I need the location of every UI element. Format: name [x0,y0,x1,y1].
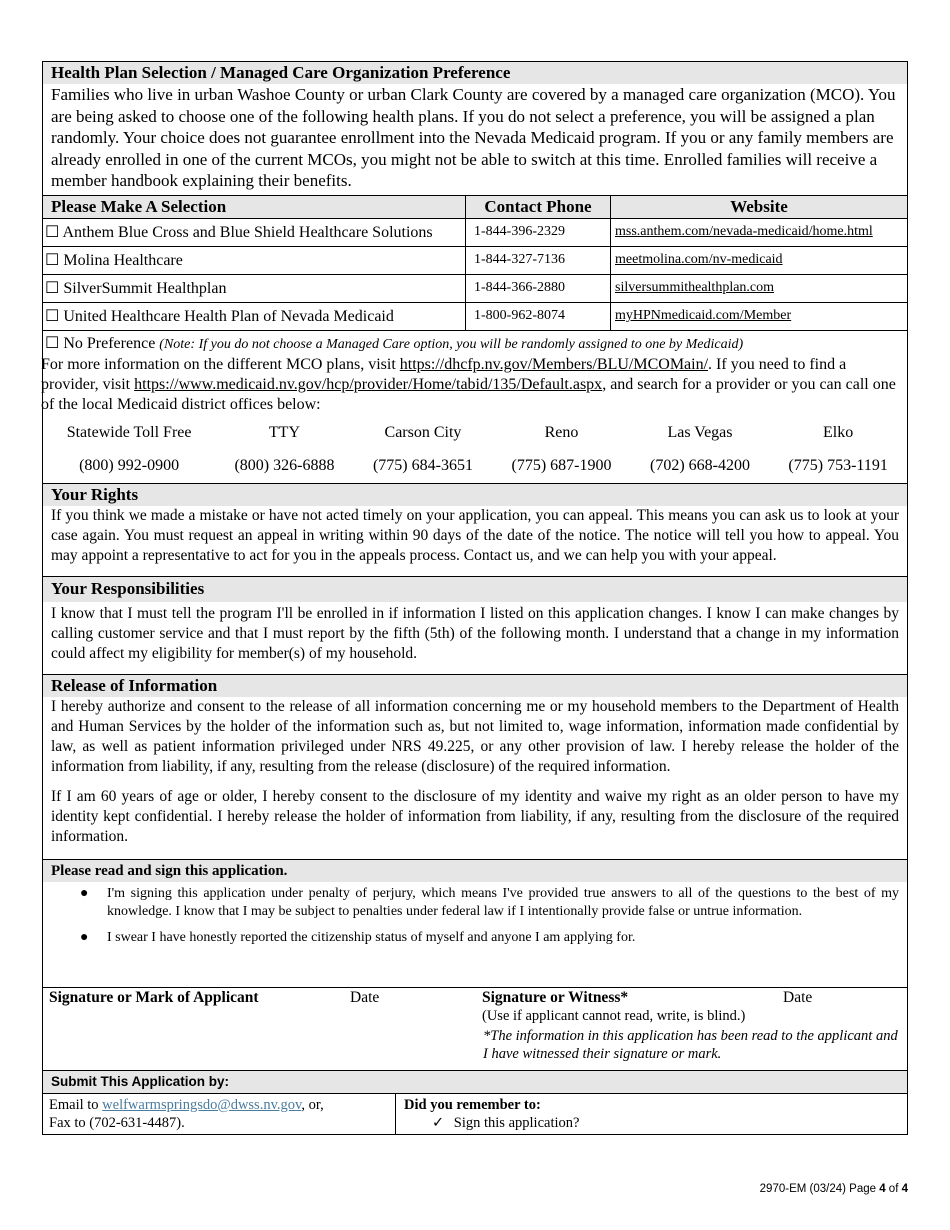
office-phone: (775) 687-1900 [511,457,612,474]
col-selection: Please Make A Selection [43,195,466,218]
plan-row-silversummit [43,274,907,302]
form-page [42,61,908,1135]
plan-website-link[interactable]: mss.anthem.com/nevada-medicaid/home.html [611,218,908,246]
form-code: 2970-EM (03/24) Page [759,1183,880,1195]
checkmark-icon: ✓ [432,1114,445,1131]
submit-methods [43,1093,396,1134]
bullet-perjury [43,885,907,921]
responsibilities-text: I know that I must tell the program I'll be enrolled in if information I listed on this application changes. I know I can make changes by calling customer service and that I must report by the fifth (5th) of the following month. I understand that a change in my information could affect my eligibility for member(s) of my household. [51,604,899,662]
more-info-text: . If you need to find a provider, visit [41,355,847,393]
office-name: Elko [823,424,854,441]
bullet-text: I'm signing this application under penalty of perjury, which means I've provided true answers to all of the questions to the best of my knowledge. I know that I may be subject to penalties under federal law if I intentionally provide false or untrue information. [107,885,899,919]
submit-table [43,1093,907,1134]
checkbox-icon[interactable]: ☐ [45,252,60,269]
office-phone: (775) 684-3651 [372,457,473,474]
checkbox-icon[interactable]: ☐ [45,334,60,352]
responsibilities-title: Your Responsibilities [43,577,907,602]
bullet-icon: ● [80,929,89,945]
sig-applicant-date: Date [350,988,380,1006]
bullet-citizenship [43,929,907,947]
witness-note: (Use if applicant cannot read, write, is blind.) [482,1007,746,1024]
more-info [41,354,907,417]
release-section [42,674,908,859]
signature-area [42,987,908,1070]
plan-website-link[interactable]: myHPNmedicaid.com/Member [611,302,908,330]
more-info-text: , and search for a provider or you can call one of the local Medicaid district offices below: [41,375,896,413]
release-text-2: If I am 60 years of age or older, I hereby consent to the disclosure of my identity and waive my right as an older person to have my identity kept confidential. I hereby release the holder of information from liability, if any, resulting from the disclosure of the required information. [51,787,899,845]
office-name: Statewide Toll Free [66,424,192,441]
no-preference-label: No Preference [63,334,156,352]
col-website: Website [611,195,908,218]
office-phone: (800) 326-6888 [234,457,335,474]
health-plan-title: Health Plan Selection / Managed Care Organization Preference [43,62,907,84]
remember-title: Did you remember to: [404,1096,541,1113]
office-name: Las Vegas [667,424,733,441]
office-name: TTY [268,424,300,441]
checkbox-icon[interactable]: ☐ [45,224,60,241]
col-phone: Contact Phone [466,195,611,218]
release-title: Release of Information [43,675,907,697]
rights-title: Your Rights [43,484,907,506]
email-prefix: Email to [49,1096,103,1113]
no-preference-row [43,330,907,354]
plan-table [43,195,907,330]
office-name: Carson City [384,424,462,441]
plan-name: Molina Healthcare [63,252,183,269]
district-offices [43,417,907,483]
bullet-text: I swear I have honestly reported the citizenship status of myself and anyone I am applying for. [107,929,636,945]
remember-box [396,1093,908,1134]
sign-section [42,859,908,987]
office-phone: (702) 668-4200 [650,457,750,474]
office-phone: (800) 992-0900 [79,457,180,474]
email-suffix: , or, [301,1096,324,1113]
submit-section [42,1070,908,1135]
plan-website-link[interactable]: meetmolina.com/nv-medicaid [611,246,908,274]
page-number: 4 [879,1183,886,1195]
office-name: Reno [544,424,579,441]
provider-link[interactable]: https://www.medicaid.nv.gov/hcp/provider/Home/tabid/135/Default.aspx [134,375,603,393]
witness-note-2: *The information in this application has been read to the applicant and I have witnessed their signature or mark. [483,1027,898,1062]
plan-name: SilverSummit Healthplan [63,280,227,297]
plan-phone: 1-844-327-7136 [466,246,611,274]
plan-row-molina [43,246,907,274]
plan-name: United Healthcare Health Plan of Nevada Medicaid [63,308,394,325]
plan-phone: 1-844-396-2329 [466,218,611,246]
remember-item: Sign this application? [453,1114,580,1131]
more-info-text: For more information on the different MCO plans, visit [41,355,400,373]
plan-row-united [43,302,907,330]
plan-name: Anthem Blue Cross and Blue Shield Healthcare Solutions [62,224,433,241]
rights-text: If you think we made a mistake or have not acted timely on your application, you can appeal. This means you can ask us to look at your case again. You must request an appeal in writing within 90 days of the date of the notice. The notice will tell you how to appeal. You may appoint a representative to act for you in the appeals process. Contact us, and we can help you with your appeal. [51,506,899,564]
plan-row-anthem [43,218,907,246]
release-text-1: I hereby authorize and consent to the release of all information concerning me or my household members to the Department of Health and Human Services by the holder of the information such as, but not limited to, wage information, information made confidential by law, as well as patient information privileged under NRS 49.225, or any other provision of law. I hereby release the holder of the information from liability, if any, resulting from the release (disclosure) of the required information. [51,697,899,775]
page-footer [760,1183,908,1195]
sig-witness-label: Signature or Witness* [482,988,629,1006]
page-of: of [885,1183,902,1195]
sig-applicant-label: Signature or Mark of Applicant [49,988,259,1006]
plan-phone: 1-800-962-8074 [466,302,611,330]
health-plan-intro: Families who live in urban Washoe County or urban Clark County are covered by a managed care organization (MCO). You are being asked to choose one of the following health plans. If you do not select a preference, you will be assigned a plan randomly. Your choice does not guarantee enrollment into the Nevada Medicaid program. If you or any family members are already enrolled in one of the current MCOs, you might not be able to switch at this time. Enrolled families will receive a member handbook explaining their benefits. [51,85,896,190]
sig-witness-date: Date [783,988,813,1006]
email-link[interactable]: welfwarmspringsdo@dwss.nv.gov [102,1096,302,1113]
responsibilities-section [42,576,908,674]
page-total: 4 [901,1183,908,1195]
submit-title: Submit This Application by: [43,1071,907,1093]
health-plan-section [42,61,908,483]
sign-title: Please read and sign this application. [43,860,907,882]
bullet-icon: ● [80,885,89,901]
checkbox-icon[interactable]: ☐ [45,280,60,297]
plan-website-link[interactable]: silversummithealthplan.com [611,274,908,302]
checkbox-icon[interactable]: ☐ [45,308,60,325]
plan-phone: 1-844-366-2880 [466,274,611,302]
mco-link[interactable]: https://dhcfp.nv.gov/Members/BLU/MCOMain/ [399,355,709,373]
rights-section [42,483,908,576]
no-preference-note: (Note: If you do not choose a Managed Care option, you will be randomly assigned to one by Medicaid) [159,336,744,352]
office-phone: (775) 753-1191 [788,457,888,474]
fax-text: Fax to (702-631-4487). [49,1114,185,1131]
